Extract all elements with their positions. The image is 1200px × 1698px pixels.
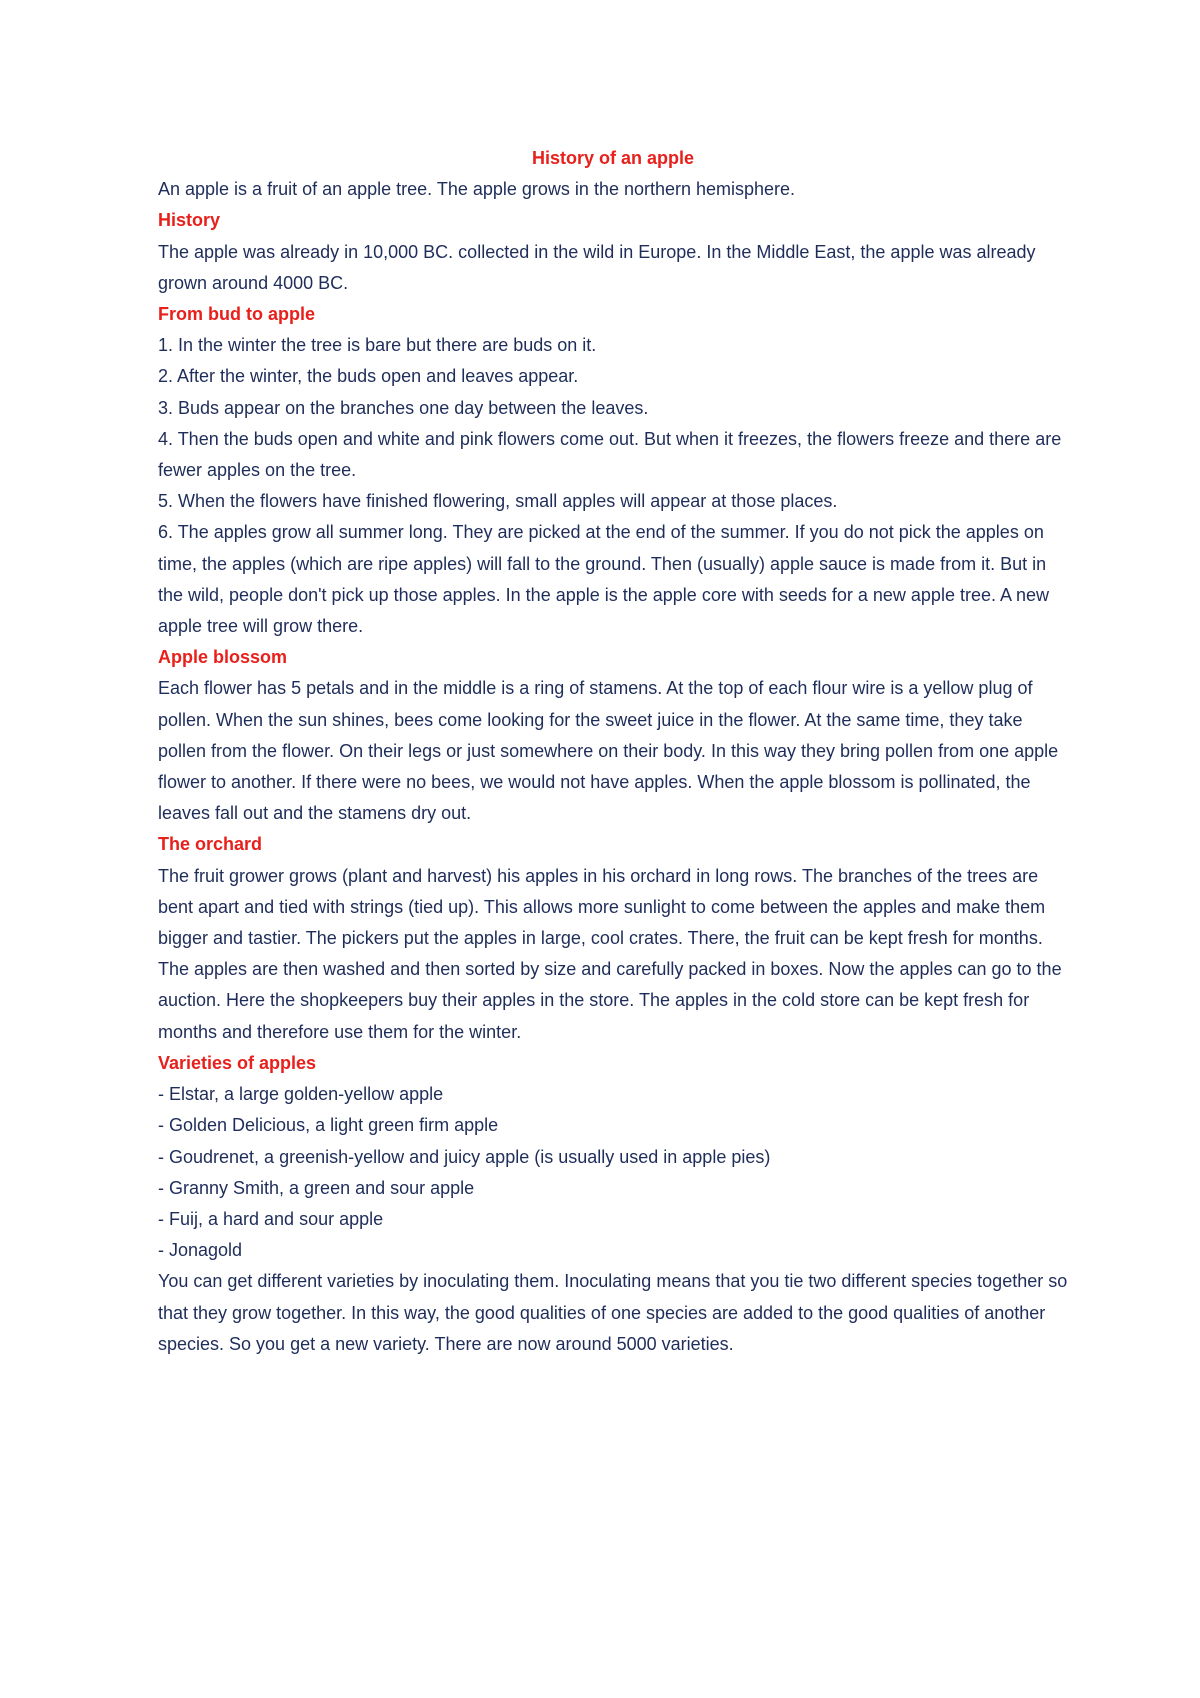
intro-paragraph: An apple is a fruit of an apple tree. The apple grows in the northern hemisphere. [158,179,796,200]
document-page [158,143,1068,1360]
list-item: 5. When the flowers have finished flowering, small apples will appear at those places. [158,491,838,512]
variety-item: - Golden Delicious, a light green firm apple [158,1115,499,1136]
list-item: 1. In the winter the tree is bare but there are buds on it. [158,335,597,356]
variety-item: - Elstar, a large golden-yellow apple [158,1084,444,1105]
blossom-paragraph: Each flower has 5 petals and in the middle is a ring of stamens. At the top of each flour wire is a yellow plug of pollen. When the sun shines, bees come looking for the sweet juice in the flower. At the same time, they take pollen from the flower. On their legs or just somewhere on their body. In this way they bring pollen from one apple flower to another. If there were no bees, we would not have apples. When the apple blossom is pollinated, the leaves fall out and the stamens dry out. [158,678,1059,824]
variety-item: - Fuij, a hard and sour apple [158,1208,384,1229]
varieties-paragraph: You can get different varieties by inoculating them. Inoculating means that you tie two different species together so that they grow together. In this way, the good qualities of one species are added to the good qualities of another species. So you get a new variety. There are now around 5000 varieties. [158,1271,1068,1354]
document-title: History of an apple [531,148,695,168]
section-heading-orchard: The orchard [158,834,263,855]
list-item: 6. The apples grow all summer long. They are picked at the end of the summer. If you do not pick the apples on time, the apples (which are ripe apples) will fall to the ground. Then (usually) apple sauce is made from it. But in the wild, people don't pick up those apples. In the apple is the apple core with seeds for a new apple tree. A new apple tree will grow there. [158,522,1050,637]
history-paragraph: The apple was already in 10,000 BC. collected in the wild in Europe. In the Middle East, the apple was already grown around 4000 BC. [158,241,1036,293]
section-heading-bud-to-apple: From bud to apple [158,304,315,325]
variety-item: - Goudrenet, a greenish-yellow and juicy apple (is usually used in apple pies) [158,1146,771,1167]
variety-item: - Granny Smith, a green and sour apple [158,1177,475,1198]
variety-item: - Jonagold [158,1240,243,1261]
list-item: 3. Buds appear on the branches one day between the leaves. [158,397,649,418]
list-item: 2. After the winter, the buds open and leaves appear. [158,366,579,387]
list-item: 4. Then the buds open and white and pink flowers come out. But when it freezes, the flowers freeze and there are fewer apples on the tree. [158,428,1062,481]
section-heading-varieties: Varieties of apples [158,1052,317,1073]
section-heading-apple-blossom: Apple blossom [158,647,288,668]
section-heading-history: History [158,210,221,231]
orchard-paragraph: The fruit grower grows (plant and harvest) his apples in his orchard in long rows. The branches of the trees are bent apart and tied with strings (tied up). This allows more sunlight to come between the apples and make them bigger and tastier. The pickers put the apples in large, cool crates. There, the fruit can be kept fresh for months. The apples are then washed and then sorted by size and carefully packed in boxes. Now the apples can go to the auction. Here the shopkeepers buy their apples in the store. The apples in the cold store can be kept fresh for months and therefore use them for the winter. [158,865,1062,1042]
